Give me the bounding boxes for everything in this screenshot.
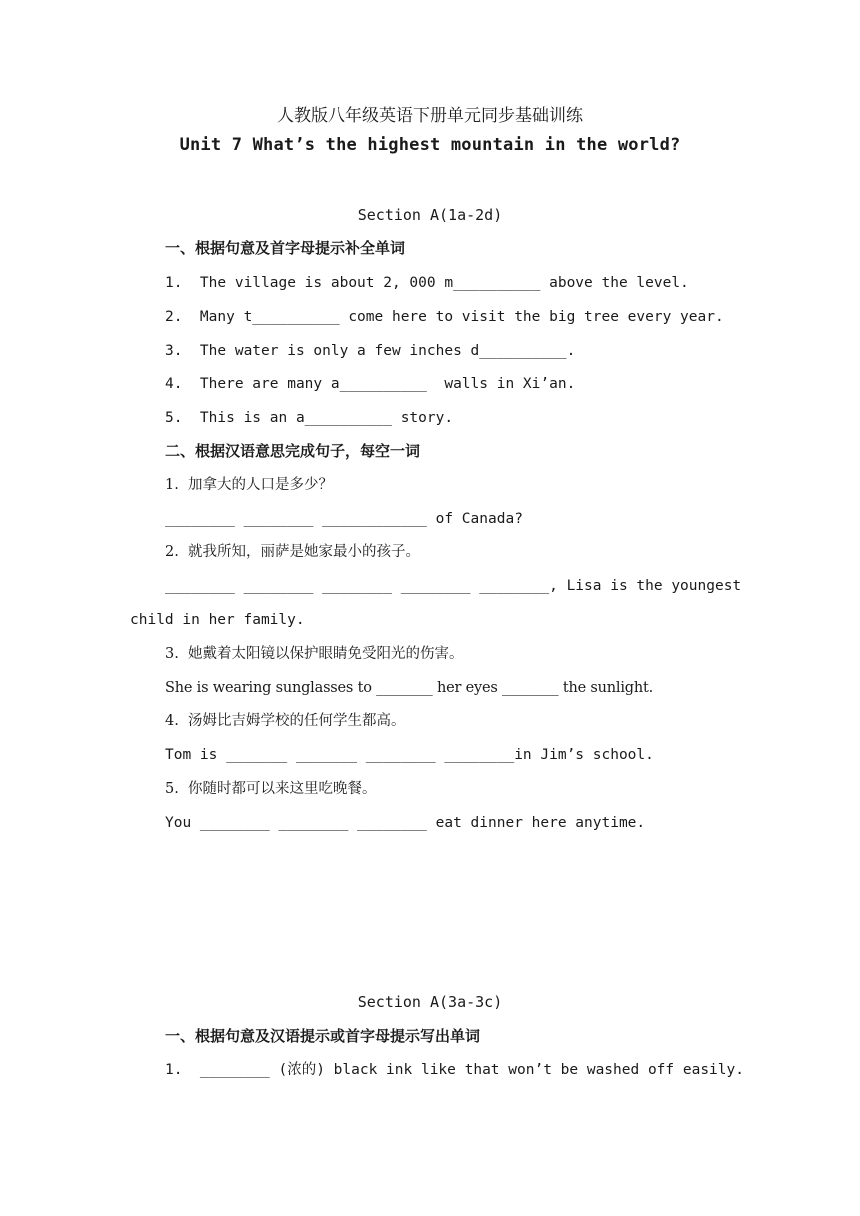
part1-heading: 一、根据句意及汉语提示或首字母提示写出单词 [165,1027,481,1045]
exercise-answer-line: She is wearing sunglasses to ________ her eyes ________ the sunlight. [165,680,654,696]
section-title-1a-2d: Section A(1a-2d) [357,206,503,224]
exercise-answer-line: ________ ________ ________ ________ ________, Lisa is the youngest [165,578,742,594]
exercise-prompt: 4. 汤姆比吉姆学校的任何学生都高。 [165,713,406,729]
exercise-item: 2. Many t__________ come here to visit the big tree every year. [165,309,724,325]
document-title-chinese: 人教版八年级英语下册单元同步基础训练 [277,106,583,126]
exercise-answer-line: You ________ ________ ________ eat dinner here anytime. [165,815,646,831]
exercise-prompt: 3. 她戴着太阳镜以保护眼睛免受阳光的伤害。 [165,646,464,662]
document-title-english: Unit 7 What’s the highest mountain in the world? [179,135,681,155]
exercise-answer-line-continued: child in her family. [130,612,305,628]
exercise-answer-line: ________ ________ ____________ of Canada? [165,511,523,527]
section-title-3a-3c: Section A(3a-3c) [357,993,503,1011]
exercise-prompt: 1. 加拿大的人口是多少？ [165,477,334,493]
exercise-prompt: 2. 就我所知，丽萨是她家最小的孩子。 [165,544,421,560]
exercise-item: 4. There are many a__________ walls in Xi’an. [165,376,576,392]
exercise-item: 1. ________ (浓的) black ink like that won’t be washed off easily. [165,1062,744,1078]
part1-heading: 一、根据句意及首字母提示补全单词 [165,239,406,257]
part2-heading: 二、根据汉语意思完成句子，每空一词 [165,442,421,460]
exercise-prompt: 5. 你随时都可以来这里吃晚餐。 [165,781,377,797]
exercise-item: 5. This is an a__________ story. [165,410,454,426]
exercise-item: 1. The village is about 2, 000 m__________ above the level. [165,275,689,291]
exercise-answer-line: Tom is _______ _______ ________ ________in Jim’s school. [165,747,654,763]
exercise-item: 3. The water is only a few inches d__________. [165,343,576,359]
